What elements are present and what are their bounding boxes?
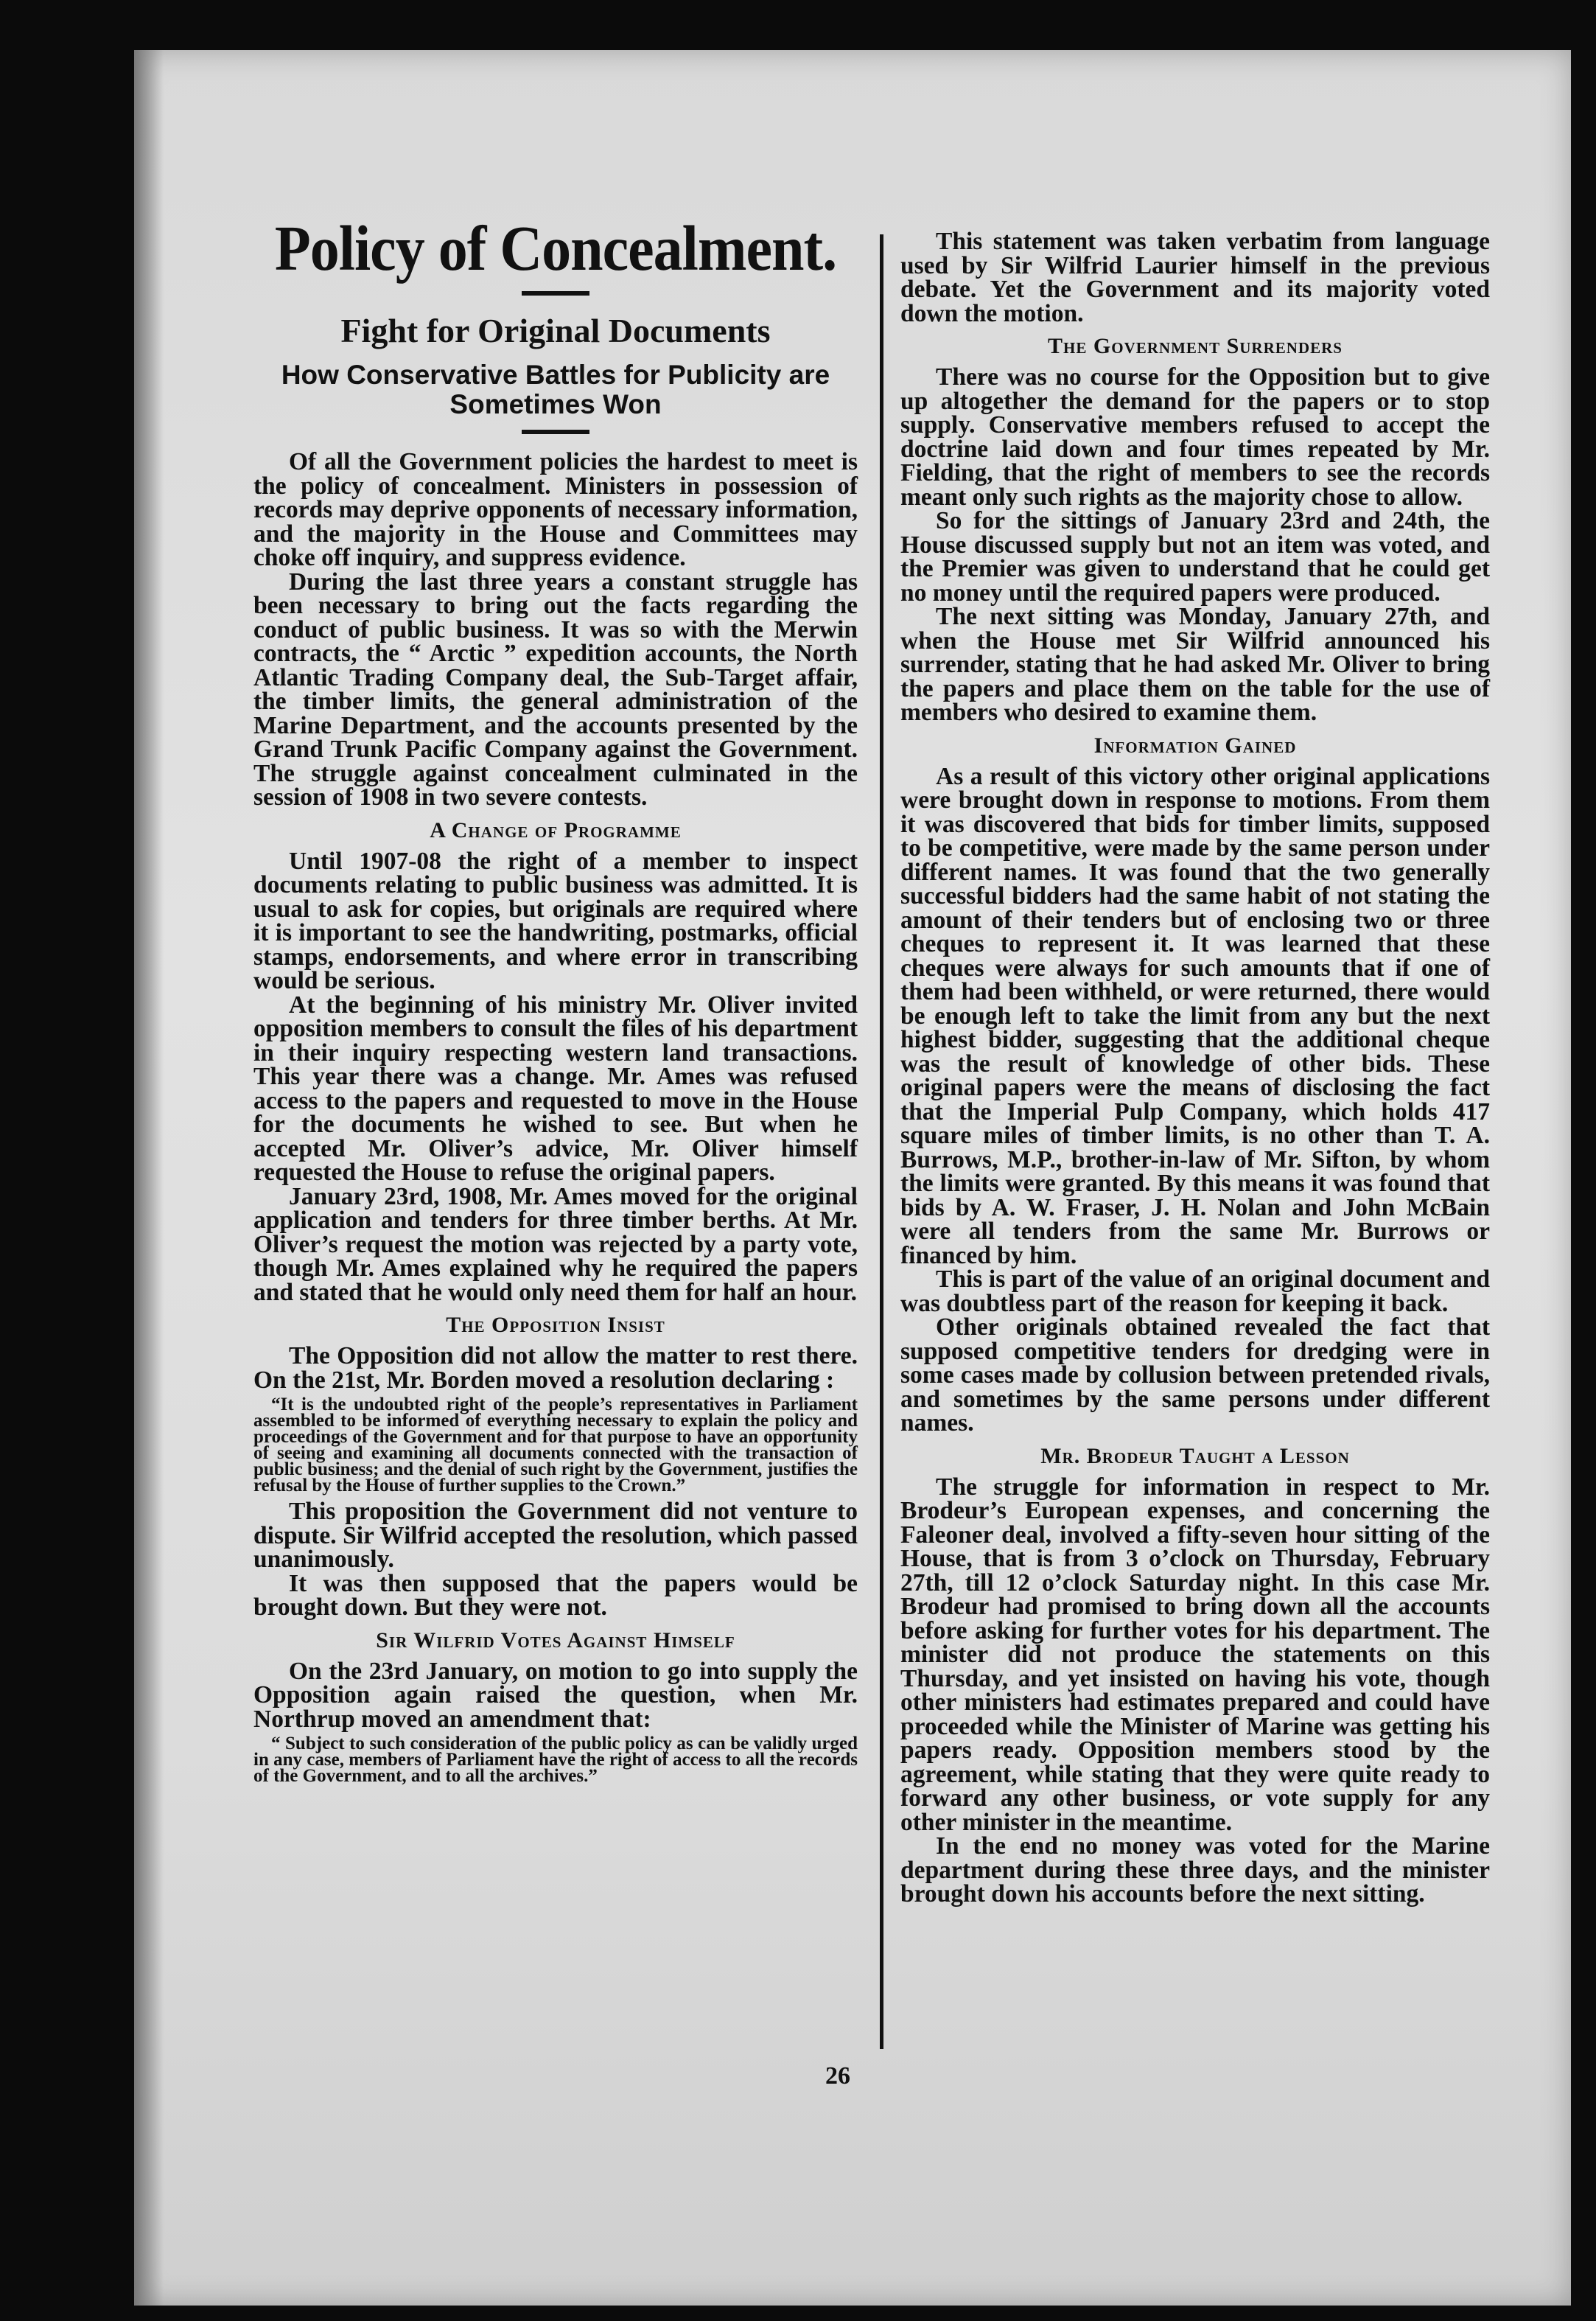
column-divider xyxy=(880,234,883,2049)
right-paragraph-2: There was no course for the Opposition but to give up altogether the demand for the papers or to stop supply. Conservative members refused to accept the doctrine laid down and four times repeated by Mr. Fielding, that the right of members to see the records meant only such rights as the majority chose to allow. xyxy=(900,363,1490,511)
left-paragraph-8: It was then supposed that the papers would be brought down. But they were not. xyxy=(253,1569,858,1621)
left-paragraph-6: The Opposition did not allow the matter to rest there. On the 21st, Mr. Borden moved a resolution declaring : xyxy=(253,1342,858,1394)
right-paragraph-8: The struggle for information in respect to Mr. Brodeur’s European expenses, and concerning the Faleoner deal, involved a fifty-seven hour sitting of the House, that is from 3 o’clock on Thursday, February 27th, till 12 o’clock Saturday night. In this case Mr. Brodeur had promised to bring down all the accounts before asking for further votes for his department. The minister did not produce the statements on this Thursday, and yet insisted on having his vote, though other ministers had estimates prepared and could have proceeded while the Minister of Marine was getting his papers ready. Opposition members stood by the agreement, while stating that they were quite ready to forward any other business, or vote supply for any other minister in the meantime. xyxy=(900,1473,1490,1836)
right-paragraph-1: This statement was taken verbatim from language used by Sir Wilfrid Laurier himself in the previous debate. Yet the Government and its majority voted down the motion. xyxy=(900,228,1490,327)
section-heading-government-surrenders: The Government Surrenders xyxy=(1048,334,1343,358)
article-subtitle: Fight for Original Documents xyxy=(340,312,771,349)
section-heading-information-gained: Information Gained xyxy=(1093,733,1297,758)
left-paragraph-3: Until 1907-08 the right of a member to inspect documents relating to public business was admitted. It is usual to ask for copies, but originals are required where it is important to see the handwriting, postmarks, official stamps, endorsements, and where error in transcribing would be serious. xyxy=(253,847,858,994)
section-heading-brodeur-lesson: Mr. Brodeur Taught a Lesson xyxy=(1040,1443,1350,1468)
section-heading-change-of-programme: A Change of Programme xyxy=(430,817,682,842)
subtitle-rule xyxy=(522,430,589,434)
section-heading-sir-wilfrid-votes: Sir Wilfrid Votes Against Himself xyxy=(376,1627,735,1652)
right-paragraph-9: In the end no money was voted for the Marine department during these three days, and the minister brought down his accounts before the next sitting. xyxy=(900,1832,1490,1908)
left-paragraph-2: During the last three years a constant struggle has been necessary to bring out the facts regarding the conduct of public business. It was so with the Merwin contracts, the “ Arctic ” expedition accounts, the North Atlantic Trading Company deal, the Sub-Target affair, the timber limits, the general administration of the Marine Department, and the accounts presented by the Grand Trunk Pacific Company against the Government. The struggle against concealment culminated in the session of 1908 in two severe contests. xyxy=(253,568,858,811)
title-rule xyxy=(522,291,589,296)
left-paragraph-4: At the beginning of his ministry Mr. Oliver invited opposition members to consult the files of his department in their inquiry respecting western land transactions. This year there was a change. Mr. Ames was refused access to the papers and requested to move in the House for the documents he wished to see. But when he accepted Mr. Oliver’s advice, Mr. Oliver himself requested the House to refuse the original papers. xyxy=(253,991,858,1186)
page-number: 26 xyxy=(825,2062,850,2090)
right-paragraph-5: As a result of this victory other original applications were brought down in response to motions. From them it was discovered that bids for timber limits, supposed to be competitive, were made by the same person under different names. It was found that the two generally successful bidders had the same habit of not stating the amount of their tenders but of enclosing two or three cheques to represent it. It was learned that these cheques were always for such amounts that if one of them had been withheld, or were returned, there would be enough left to take the limit from any but the next highest bidder, suggesting that the additional cheque was the result of knowledge of other bids. These original papers were the means of disclosing the fact that the Imperial Pulp Company, which holds 417 square miles of timber limits, is no other than T. A. Burrows, M.P., brother-in-law of Mr. Sifton, by whom the limits were granted. By this means it was found that bids by A. W. Fraser, J. H. Nolan and John McBain were all tenders from the same Mr. Burrows or financed by him. xyxy=(900,762,1490,1269)
left-paragraph-7: This proposition the Government did not venture to dispute. Sir Wilfrid accepted the resolution, which passed unanimously. xyxy=(253,1498,858,1573)
borden-resolution-quote: “It is the undoubted right of the people’s representatives in Parliament assembled to be informed of everything necessary to explain the policy and proceedings of the Government and for that purpose to have an opportunity of seeing and examining all documents connected with the transaction of public business; and the denial of such right by the Government, justifies the refusal by the House of further supplies to the Crown.” xyxy=(253,1395,858,1495)
right-column xyxy=(900,230,1490,1907)
left-column xyxy=(253,214,858,1790)
northrup-amendment-quote: “ Subject to such consideration of the public policy as can be validly urged in any case, members of Parliament have the right of access to all the records of the Government, and to all the archives.” xyxy=(253,1734,858,1786)
section-heading-opposition-insist: The Opposition Insist xyxy=(446,1313,665,1337)
right-paragraph-4: The next sitting was Monday, January 27th, and when the House met Sir Wilfrid announced his surrender, stating that he had asked Mr. Oliver to bring the papers and place them on the table for the use of members who desired to examine them. xyxy=(900,603,1490,726)
right-paragraph-7: Other originals obtained revealed the fact that supposed competitive tenders for dredging were in some cases made by collusion between pretended rivals, and sometimes by the same persons under different names. xyxy=(900,1313,1490,1437)
article-title: Policy of Concealment. xyxy=(274,214,837,285)
right-paragraph-3: So for the sittings of January 23rd and 24th, the House discussed supply but not an item was voted, and the Premier was given to understand that he could get no money until the required papers were produced. xyxy=(900,507,1490,607)
left-paragraph-1: Of all the Government policies the hardest to meet is the policy of concealment. Ministers in possession of records may deprive opponents of necessary information, and the majority in the House and Committees may choke off inquiry, and suppress evidence. xyxy=(253,448,858,571)
right-paragraph-6: This is part of the value of an original document and was doubtless part of the reason for keeping it back. xyxy=(900,1266,1490,1317)
page-binding-shadow xyxy=(134,50,164,2306)
left-paragraph-9: On the 23rd January, on motion to go into supply the Opposition again raised the question, when Mr. Northrup moved an amendment that: xyxy=(253,1657,858,1733)
article-subsubtitle: How Conservative Battles for Publicity are Sometimes Won xyxy=(281,360,830,419)
left-paragraph-5: January 23rd, 1908, Mr. Ames moved for the original application and tenders for three timber berths. At Mr. Oliver’s request the motion was rejected by a party vote, though Mr. Ames explained why he required the papers and stated that he would only need them for half an hour. xyxy=(253,1182,858,1306)
